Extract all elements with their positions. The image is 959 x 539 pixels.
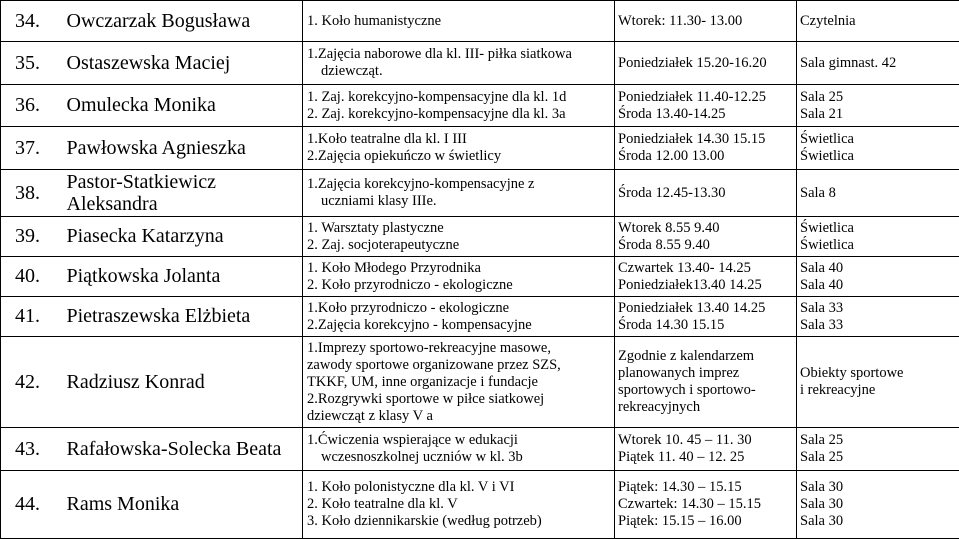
activity-line: 1.Koło przyrodniczo - ekologiczne [307,300,611,317]
room-cell [797,1,959,42]
table-row [1,337,959,428]
time-line: Czwartek 13.40- 14.25 [618,260,793,277]
time-line: Środa 8.55 9.40 [618,237,793,254]
teacher-name-line: Pietraszewska Elżbieta [67,305,300,328]
time-line: Poniedziałek 15.20-16.20 [618,55,793,72]
room-cell [797,85,959,127]
room-line: Sala 30 [800,479,956,496]
teacher-name [63,217,303,257]
room-line: Sala 25 [800,432,956,449]
time-line: Środa 12.45-13.30 [618,185,793,202]
room-line: Czytelnia [800,13,956,30]
teacher-name [63,471,303,539]
activity-line: dziewcząt z klasy V a [307,408,611,425]
activity-line: 2.Rozgrywki sportowe w piłce siatkowej [307,391,611,408]
teacher-name [63,257,303,297]
teacher-name-line: Piasecka Katarzyna [67,225,300,248]
activity-cell [303,428,615,471]
activity-line: 1.Ćwiczenia wspierające w edukacji [307,432,611,449]
time-line: Piątek: 15.15 – 16.00 [618,513,793,530]
room-cell [797,42,959,85]
table-row [1,471,959,539]
activity-line: zawody sportowe organizowane przez SZS, [307,357,611,374]
time-line: Poniedziałek 14.30 15.15 [618,131,793,148]
teacher-name [63,127,303,170]
activity-cell [303,1,615,42]
table-row [1,1,959,42]
teacher-name [63,297,303,337]
time-cell [615,297,797,337]
row-number: 40. [1,257,63,297]
room-line: Świetlica [800,220,956,237]
room-cell [797,170,959,217]
room-cell [797,297,959,337]
teacher-name-line: Owczarzak Bogusława [67,10,300,33]
room-line: i rekreacyjne [800,382,956,399]
time-line: Wtorek 8.55 9.40 [618,220,793,237]
activity-line: 2. Koło teatralne dla kl. V [307,496,611,513]
activity-cell [303,471,615,539]
teacher-name-line: Aleksandra [67,193,300,215]
table-row [1,127,959,170]
teacher-name [63,428,303,471]
teacher-name [63,1,303,42]
activity-line: TKKF, UM, inne organizacje i fundacje [307,374,611,391]
time-line: Poniedziałek 11.40-12.25 [618,89,793,106]
activity-cell [303,297,615,337]
row-number: 35. [1,42,63,85]
room-line: Sala 40 [800,277,956,294]
room-line: Sala gimnast. 42 [800,55,956,72]
activity-line: 2. Zaj. korekcyjno-kompensacyjne dla kl. 3a [307,106,611,123]
teacher-name-line: Omulecka Monika [67,94,300,117]
activity-line: 1. Zaj. korekcyjno-kompensacyjne dla kl. 1d [307,89,611,106]
row-number: 43. [1,428,63,471]
time-cell [615,257,797,297]
time-line: sportowych i sportowo- [618,382,793,399]
time-cell [615,1,797,42]
activity-line: 2. Koło przyrodniczo - ekologiczne [307,277,611,294]
room-cell [797,471,959,539]
room-line: Świetlica [800,148,956,165]
activity-cell [303,337,615,428]
activity-cell [303,170,615,217]
table-row [1,170,959,217]
room-line: Sala 30 [800,496,956,513]
table-row [1,85,959,127]
room-cell [797,217,959,257]
time-line: Piątek: 14.30 – 15.15 [618,479,793,496]
time-cell [615,471,797,539]
table-row [1,42,959,85]
teacher-name-line: Piątkowska Jolanta [67,265,300,288]
table-row [1,297,959,337]
room-line: Świetlica [800,131,956,148]
room-cell [797,428,959,471]
teacher-name-line: Radziusz Konrad [67,371,300,394]
room-line: Obiekty sportowe [800,365,956,382]
activity-cell [303,217,615,257]
activity-line: 2. Zaj. socjoterapeutyczne [307,237,611,254]
time-line: Piątek 11. 40 – 12. 25 [618,449,793,466]
time-line: Środa 12.00 13.00 [618,148,793,165]
time-line: planowanych imprez [618,365,793,382]
time-line: Czwartek: 14.30 – 15.15 [618,496,793,513]
activity-line: 1.Zajęcia naborowe dla kl. III- piłka siatkowa [307,46,611,63]
teacher-name-line: Pastor-Statkiewicz [67,171,300,193]
room-line: Sala 33 [800,317,956,334]
time-line: Poniedziałek13.40 14.25 [618,277,793,294]
activity-line: wczesnoszkolnej uczniów w kl. 3b [307,449,611,466]
activity-line: 1. Koło Młodego Przyrodnika [307,260,611,277]
activity-line: 1.Zajęcia korekcyjno-kompensacyjne z [307,176,611,193]
activity-line: 3. Koło dziennikarskie (według potrzeb) [307,513,611,530]
row-number: 37. [1,127,63,170]
room-line: Sala 25 [800,449,956,466]
activity-line: 1.Imprezy sportowo-rekreacyjne masowe, [307,340,611,357]
activity-line: 1. Koło humanistyczne [307,13,611,30]
room-cell [797,127,959,170]
teacher-name-line: Rams Monika [67,493,300,516]
time-cell [615,217,797,257]
row-number: 38. [1,170,63,217]
time-line: rekreacyjnych [618,399,793,416]
time-line: Zgodnie z kalendarzem [618,348,793,365]
activity-cell [303,257,615,297]
row-number: 34. [1,1,63,42]
table-row [1,257,959,297]
room-cell [797,257,959,297]
time-cell [615,337,797,428]
row-number: 44. [1,471,63,539]
row-number: 36. [1,85,63,127]
room-line: Sala 8 [800,185,956,202]
room-cell [797,337,959,428]
time-cell [615,85,797,127]
time-line: Wtorek 10. 45 – 11. 30 [618,432,793,449]
room-line: Sala 30 [800,513,956,530]
teacher-name [63,85,303,127]
room-line: Sala 25 [800,89,956,106]
time-cell [615,428,797,471]
table-row [1,217,959,257]
teacher-name-line: Rafałowska-Solecka Beata [67,438,300,461]
activity-line: dziewcząt. [307,63,611,80]
activity-line: uczniami klasy IIIe. [307,193,611,210]
row-number: 39. [1,217,63,257]
schedule-body [1,1,959,539]
room-line: Sala 40 [800,260,956,277]
time-line: Wtorek: 11.30- 13.00 [618,13,793,30]
row-number: 42. [1,337,63,428]
row-number: 41. [1,297,63,337]
time-line: Poniedziałek 13.40 14.25 [618,300,793,317]
teacher-name [63,42,303,85]
activity-line: 2.Zajęcia opiekuńczo w świetlicy [307,148,611,165]
table-row [1,428,959,471]
activity-cell [303,127,615,170]
activity-cell [303,42,615,85]
time-cell [615,127,797,170]
time-line: Środa 13.40-14.25 [618,106,793,123]
activity-cell [303,85,615,127]
room-line: Świetlica [800,237,956,254]
time-cell [615,170,797,217]
activity-line: 1. Warsztaty plastyczne [307,220,611,237]
teacher-name [63,170,303,217]
room-line: Sala 21 [800,106,956,123]
teacher-name [63,337,303,428]
activity-line: 2.Zajęcia korekcyjno - kompensacyjne [307,317,611,334]
time-cell [615,42,797,85]
time-line: Środa 14.30 15.15 [618,317,793,334]
teacher-name-line: Pawłowska Agnieszka [67,137,300,160]
room-line: Sala 33 [800,300,956,317]
activity-line: 1. Koło polonistyczne dla kl. V i VI [307,479,611,496]
activity-line: 1.Koło teatralne dla kl. I III [307,131,611,148]
teacher-name-line: Ostaszewska Maciej [67,52,300,75]
